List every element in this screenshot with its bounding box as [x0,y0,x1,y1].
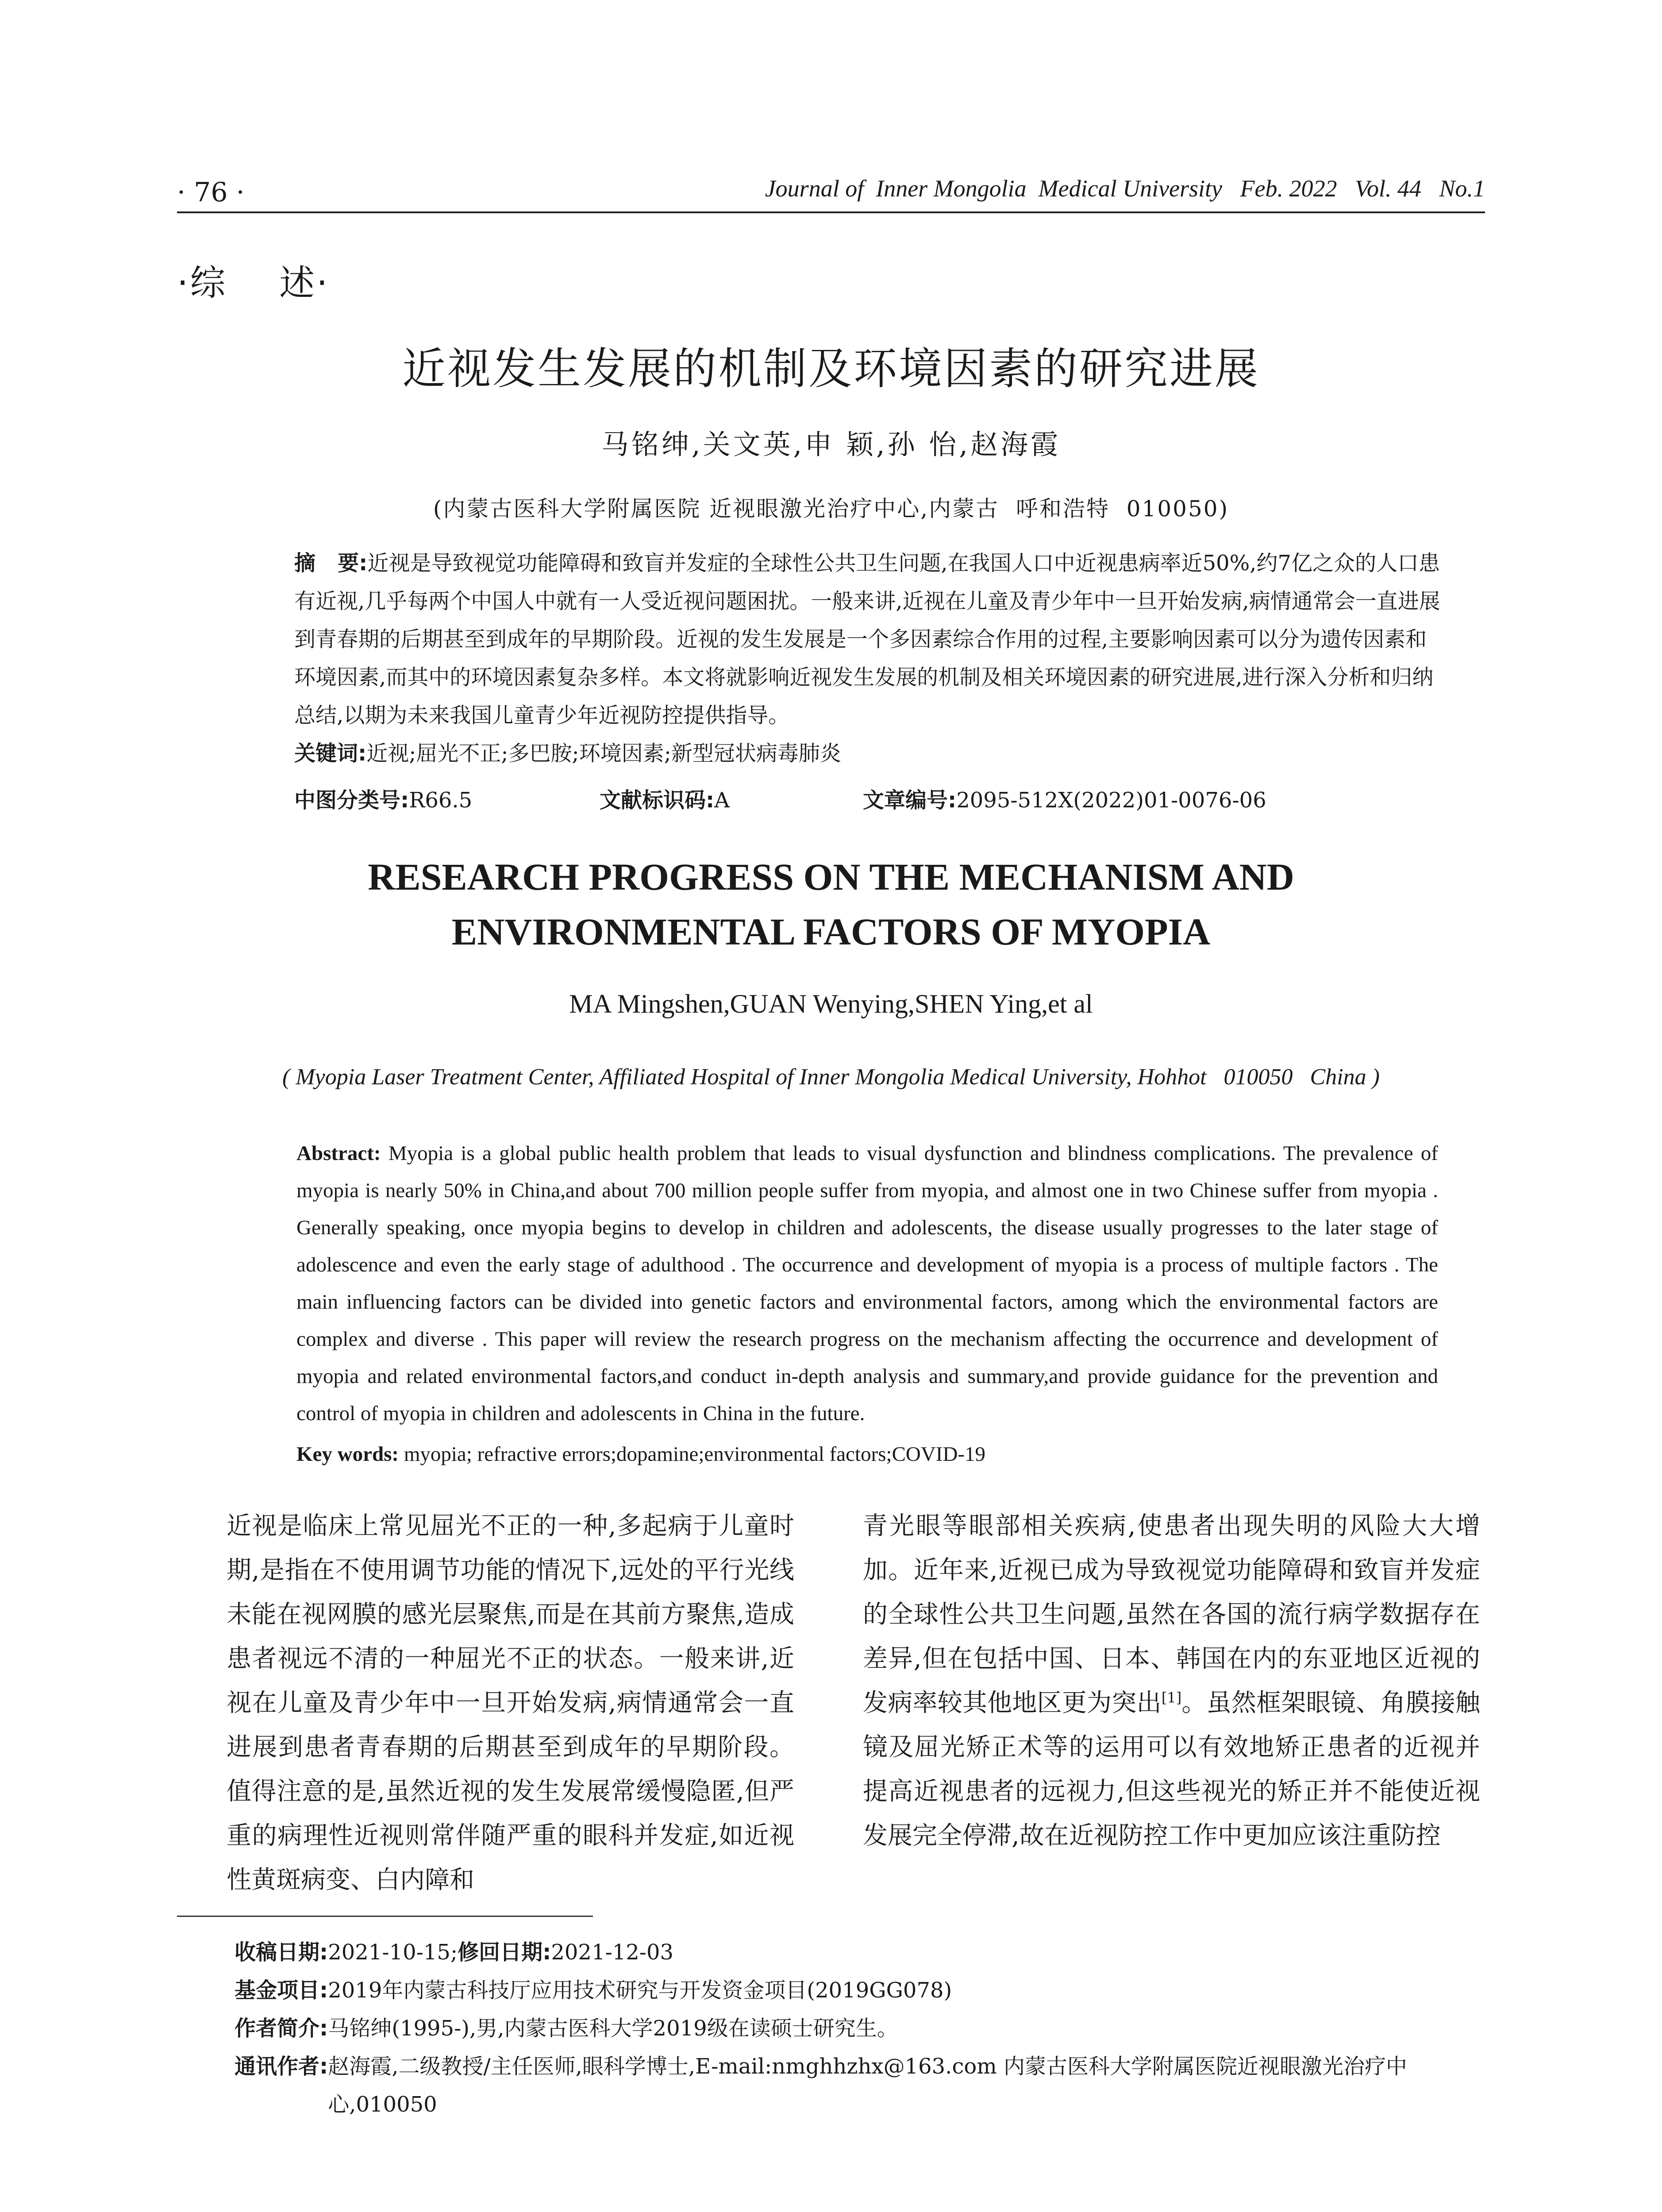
doc-code-value: A [714,788,730,813]
fund-label: 基金项目: [235,1978,328,2003]
en-keywords-label: Key words: [296,1443,399,1466]
received-label: 收稿日期: [235,1940,328,1965]
cn-abstract-label: 摘 要: [294,551,368,576]
cn-keywords-label: 关键词: [294,741,367,766]
revised-value: 2021-12-03 [551,1940,674,1965]
author-value: 马铭绅(1995-),男,内蒙古医科大学2019级在读硕士研究生。 [328,2016,898,2041]
clc-value: R66.5 [409,788,473,813]
cn-authors: 马铭绅,关文英,申 颖,孙 怡,赵海霞 [601,428,1061,461]
clc-label: 中图分类号: [294,788,409,813]
journal-header: Journal of Inner Mongolia Medical University Feb. 2022 Vol. 44 No.1 [765,175,1485,202]
footnote-divider [177,1916,593,1917]
page-number: · 76 · [177,177,245,208]
doc-code-label: 文献标识码: [600,788,715,813]
header-divider [177,211,1485,213]
en-abstract-text: Myopia is a global public health problem that leads to visual dysfunction and blindness complications. The prevalence of myopia is nearly 50% in China,and about 700 million people suffer from myopia, and almost one in two Chinese suffer from myopia . Generally speaking, once myopia begins to develop in children and adolescents, the disease usually progresses to the later stage of adolescence and even the early stage of adulthood . The occurrence and development of myopia is a process of multiple factors . The main influencing factors can be divided into genetic factors and environmental factors, among which the environmental factors are complex and diverse . This paper will review the research progress on the mechanism affecting the occurrence and development of myopia and related environmental factors,and conduct in-depth analysis and summary,and provide guidance for the prevention and control of myopia in children and adolescents in China in the future. [296,1142,1439,1425]
corr-label: 通讯作者: [235,2054,328,2079]
footnotes [235,1933,1518,2124]
footnote-author [235,2009,1518,2047]
article-no-value: 2095-512X(2022)01-0076-06 [956,788,1266,813]
corr-value: 赵海霞,二级教授/主任医师,眼科学博士,E-mail:nmghhzhx@163.com 内蒙古医科大学附属医院近视眼激光治疗中心,010050 [328,2054,1407,2117]
section-label: ·综 述· [177,262,330,303]
en-affiliation: ( Myopia Laser Treatment Center, Affiliated Hospital of Inner Mongolia Medical University, Hohhot 010050 China ) [282,1064,1380,1090]
en-title [0,849,1662,959]
en-keywords-text: myopia; refractive errors;dopamine;environmental factors;COVID-19 [404,1443,986,1466]
author-label: 作者简介: [235,2016,328,2041]
revised-label: 修回日期: [458,1940,551,1965]
en-keywords [296,1442,985,1466]
footnote-fund [235,1971,1518,2009]
cn-title: 近视发生发展的机制及环境因素的研究进展 [402,344,1260,394]
citation-ref: [1] [1161,1689,1182,1706]
en-abstract-label: Abstract: [296,1142,381,1165]
en-abstract [248,1135,1438,1432]
body-column-left [177,1504,794,1902]
body-paragraph: 近视是临床上常见屈光不正的一种,多起病于儿童时期,是指在不使用调节功能的情况下,远处的平行光线未能在视网膜的感光层聚焦,而是在其前方聚焦,造成患者视远不清的一种屈光不正的状态。一般来讲,近视在儿童及青少年中一旦开始发病,病情通常会一直进展到患者青春期的后期甚至到成年的早期阶段。值得注意的是,虽然近视的发生发展常缓慢隐匿,但严重的病理性近视则常伴随严重的眼科并发症,如近视性黄斑病变、白内障和 [227,1512,794,1894]
article-no-label: 文章编号: [863,788,957,813]
body-paragraph-cont-b: 。虽然框架眼镜、角膜接触镜及屈光矫正术等的运用可以有效地矫正患者的近视并提高近视患者的远视力,但这些视光的矫正并不能使近视发展完全停滞,故在近视防控工作中更加应该注重防控 [863,1689,1481,1850]
en-title-line2: ENVIRONMENTAL FACTORS OF MYOPIA [451,910,1211,953]
cn-affiliation: (内蒙古医科大学附属医院 近视眼激光治疗中心,内蒙古 呼和浩特 010050) [433,496,1229,522]
cn-keywords-text: 近视;屈光不正;多巴胺;环境因素;新型冠状病毒肺炎 [366,741,841,766]
en-authors: MA Mingshen,GUAN Wenying,SHEN Ying,et al [569,989,1093,1018]
fund-value: 2019年内蒙古科技厅应用技术研究与开发资金项目(2019GG078) [328,1978,952,2003]
body-column-right [863,1504,1480,1858]
footnote-received [235,1933,1518,1971]
cn-abstract [241,544,1445,772]
en-title-line1: RESEARCH PROGRESS ON THE MECHANISM AND [368,856,1294,898]
footnote-corresponding [235,2047,1518,2124]
received-value: 2021-10-15; [328,1940,458,1965]
cn-abstract-text: 近视是导致视觉功能障碍和致盲并发症的全球性公共卫生问题,在我国人口中近视患病率近50%,约7亿之众的人口患有近视,几乎每两个中国人中就有一人受近视问题困扰。一般来讲,近视在儿童及青少年中一旦开始发病,病情通常会一直进展到青春期的后期甚至到成年的早期阶段。近视的发生发展是一个多因素综合作用的过程,主要影响因素可以分为遗传因素和环境因素,而其中的环境因素复杂多样。本文将就影响近视发生发展的机制及相关环境因素的研究进展,进行深入分析和归纳总结,以期为未来我国儿童青少年近视防控提供指导。 [294,551,1440,728]
classification-line [294,783,1445,814]
body-paragraph-cont-a: 青光眼等眼部相关疾病,使患者出现失明的风险大大增加。近年来,近视已成为导致视觉功能障碍和致盲并发症的全球性公共卫生问题,虽然在各国的流行病学数据存在差异,但在包括中国、日本、韩国在内的东亚地区近视的发病率较其他地区更为突出 [863,1512,1480,1717]
